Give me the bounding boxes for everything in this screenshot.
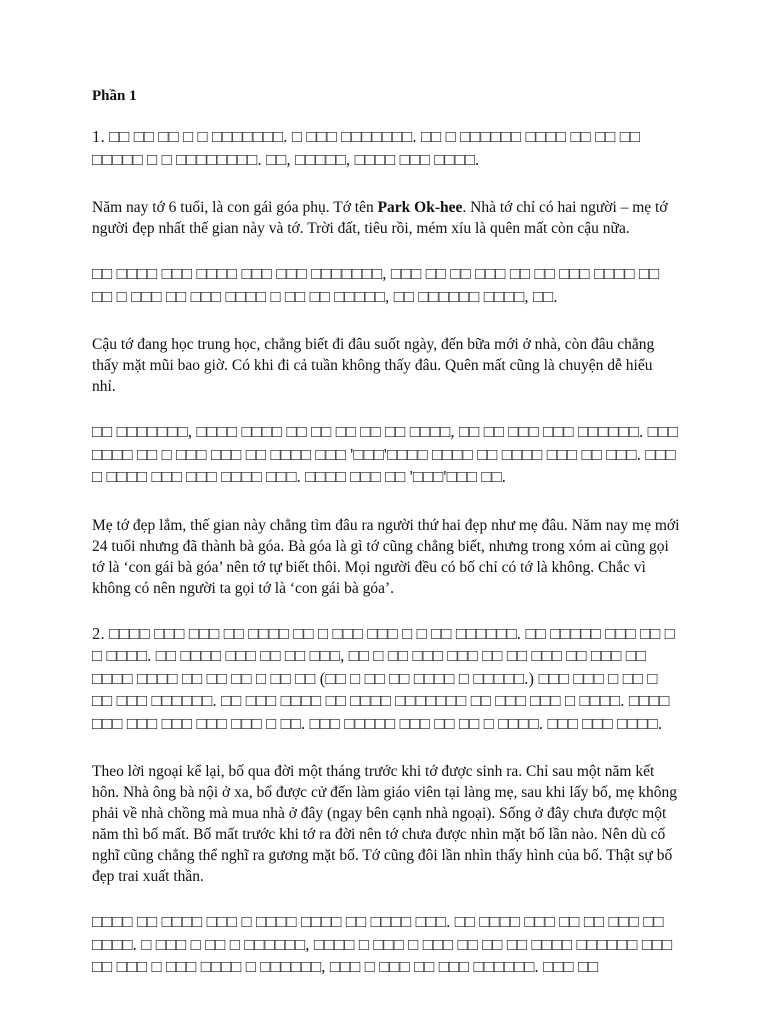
paragraph-text: Năm nay tớ 6 tuổi, là con gái góa phụ. Tớ tên — [92, 199, 378, 216]
character-name: Park Ok-hee — [377, 199, 463, 216]
section-heading: Phần 1 — [92, 88, 137, 104]
document-page — [92, 86, 680, 1005]
korean-paragraph-1: 1. □□ □□ □□ □ □ □□□□□□□. □ □□□ □□□□□□□. □□ □ □□□□□□ □□□□ □□ □□ □□ □□□□□ □ □ □□□□□□□□. □□, □□□□□, □□□□ □□□ □□□□. — [92, 127, 641, 169]
vietnamese-paragraph-2: Cậu tớ đang học trung học, chẳng biết đi đâu suốt ngày, đến bữa mới ở nhà, còn đâu chẳng thấy mặt mũi bao giờ. Có khi đi cả tuần không thấy đâu. Quên mất cũng là chuyện dễ hiểu nhỉ. — [92, 336, 655, 395]
korean-paragraph-4: 2. □□□□ □□□ □□□ □□ □□□□ □□ □ □□□ □□□ □ □ □□ □□□□□□. □□ □□□□□ □□□ □□ □ □ □□□□. □□ □□□□ □□□ □□ □□ □□□, □□ □ □□ □□□ □□□ □□ □□ □□□ □□ □□□ □□ □□□□ □□□□ □□ □□ □□ □ □□ □□ (□□ □ □□ □□ □□□□ □ □□□□□.) □□□ □□□ □ □□ □ □□ □□□ □□□□□□. □□ □□□ □□□□ □□ □□□□ □□□□□□□ □□ □□□ □□□ □ □□□□. □□□□ □□□ □□□ □□□ □□□ □□□ □ □□. □□□ □□□□□ □□□ □□ □□ □ □□□□. □□□ □□□ □□□□. — [92, 623, 675, 733]
korean-paragraph-5: □□□□ □□ □□□□ □□□ □ □□□□ □□□□ □□ □□□□ □□□. □□ □□□□ □□□ □□ □□ □□□ □□ □□□□. □ □□□ □ □□ □ □□□□□□, □□□□ □ □□□ □ □□□ □□ □□ □□ □□□□ □□□□□□ □□□ □□ □□□ □ □□□ □□□□ □ □□□□□□, □□□ □ □□□ □□ □□□ □□□□□□. □□□ □□ — [92, 912, 673, 976]
korean-paragraph-2: □□ □□□□ □□□ □□□□ □□□ □□□ □□□□□□□, □□□ □□ □□ □□□ □□ □□ □□□ □□□□ □□ □□ □ □□□ □□ □□□ □□□□ □ □□ □□ □□□□□, □□ □□□□□□ □□□□, □□. — [92, 264, 660, 306]
korean-paragraph-3: □□ □□□□□□□, □□□□ □□□□ □□ □□ □□ □□ □□ □□□□, □□ □□ □□□ □□□ □□□□□□. □□□ □□□□ □□ □ □□□ □□□ □□ □□□□ □□□ '□□□'□□□□ □□□□ □□ □□□□ □□□ □□ □□□. □□□ □ □□□□ □□□ □□□ □□□□ □□□. □□□□ □□□ □□ '□□□'□□□ □□. — [92, 422, 679, 486]
vietnamese-paragraph-4: Theo lời ngoại kể lại, bố qua đời một tháng trước khi tớ được sinh ra. Chỉ sau một năm kết hôn. Nhà ông bà nội ở xa, bố được cử đến làm giáo viên tại làng mẹ, sau khi lấy bố, mẹ không phải về nhà chồng mà mua nhà ở đây (ngay bên cạnh nhà ngoại). Sống ở đây chưa được một năm thì bố mất. Bố mất trước khi tớ ra đời nên tớ chưa được nhìn mặt bố lần nào. Nên dù cố nghĩ cũng chẳng thể nghĩ ra gương mặt bố. Tớ cũng đôi lần nhìn thấy hình của bố. Thật sự bố đẹp trai xuất thần. — [92, 763, 678, 885]
paragraph-text: . Nhà tớ chỉ có hai người – mẹ tớ người đẹp nhất thế gian này và tớ. Trời đất, tiêu rồi, mém xíu là quên mất còn cậu nữa. — [92, 199, 668, 237]
vietnamese-paragraph-1 — [92, 197, 680, 239]
vietnamese-paragraph-3: Mẹ tớ đẹp lắm, thế gian này chẳng tìm đâu ra người thứ hai đẹp như mẹ đâu. Năm nay mẹ mới 24 tuổi nhưng đã thành bà góa. Bà góa là gì tớ cũng chẳng biết, nhưng trong xóm ai cũng gọi tớ là ‘con gái bà góa’ nên tớ tự biết thôi. Mọi người đều có bố chỉ có tớ là không. Chắc vì không có nên người ta gọi tớ là ‘con gái bà góa’. — [92, 516, 680, 597]
